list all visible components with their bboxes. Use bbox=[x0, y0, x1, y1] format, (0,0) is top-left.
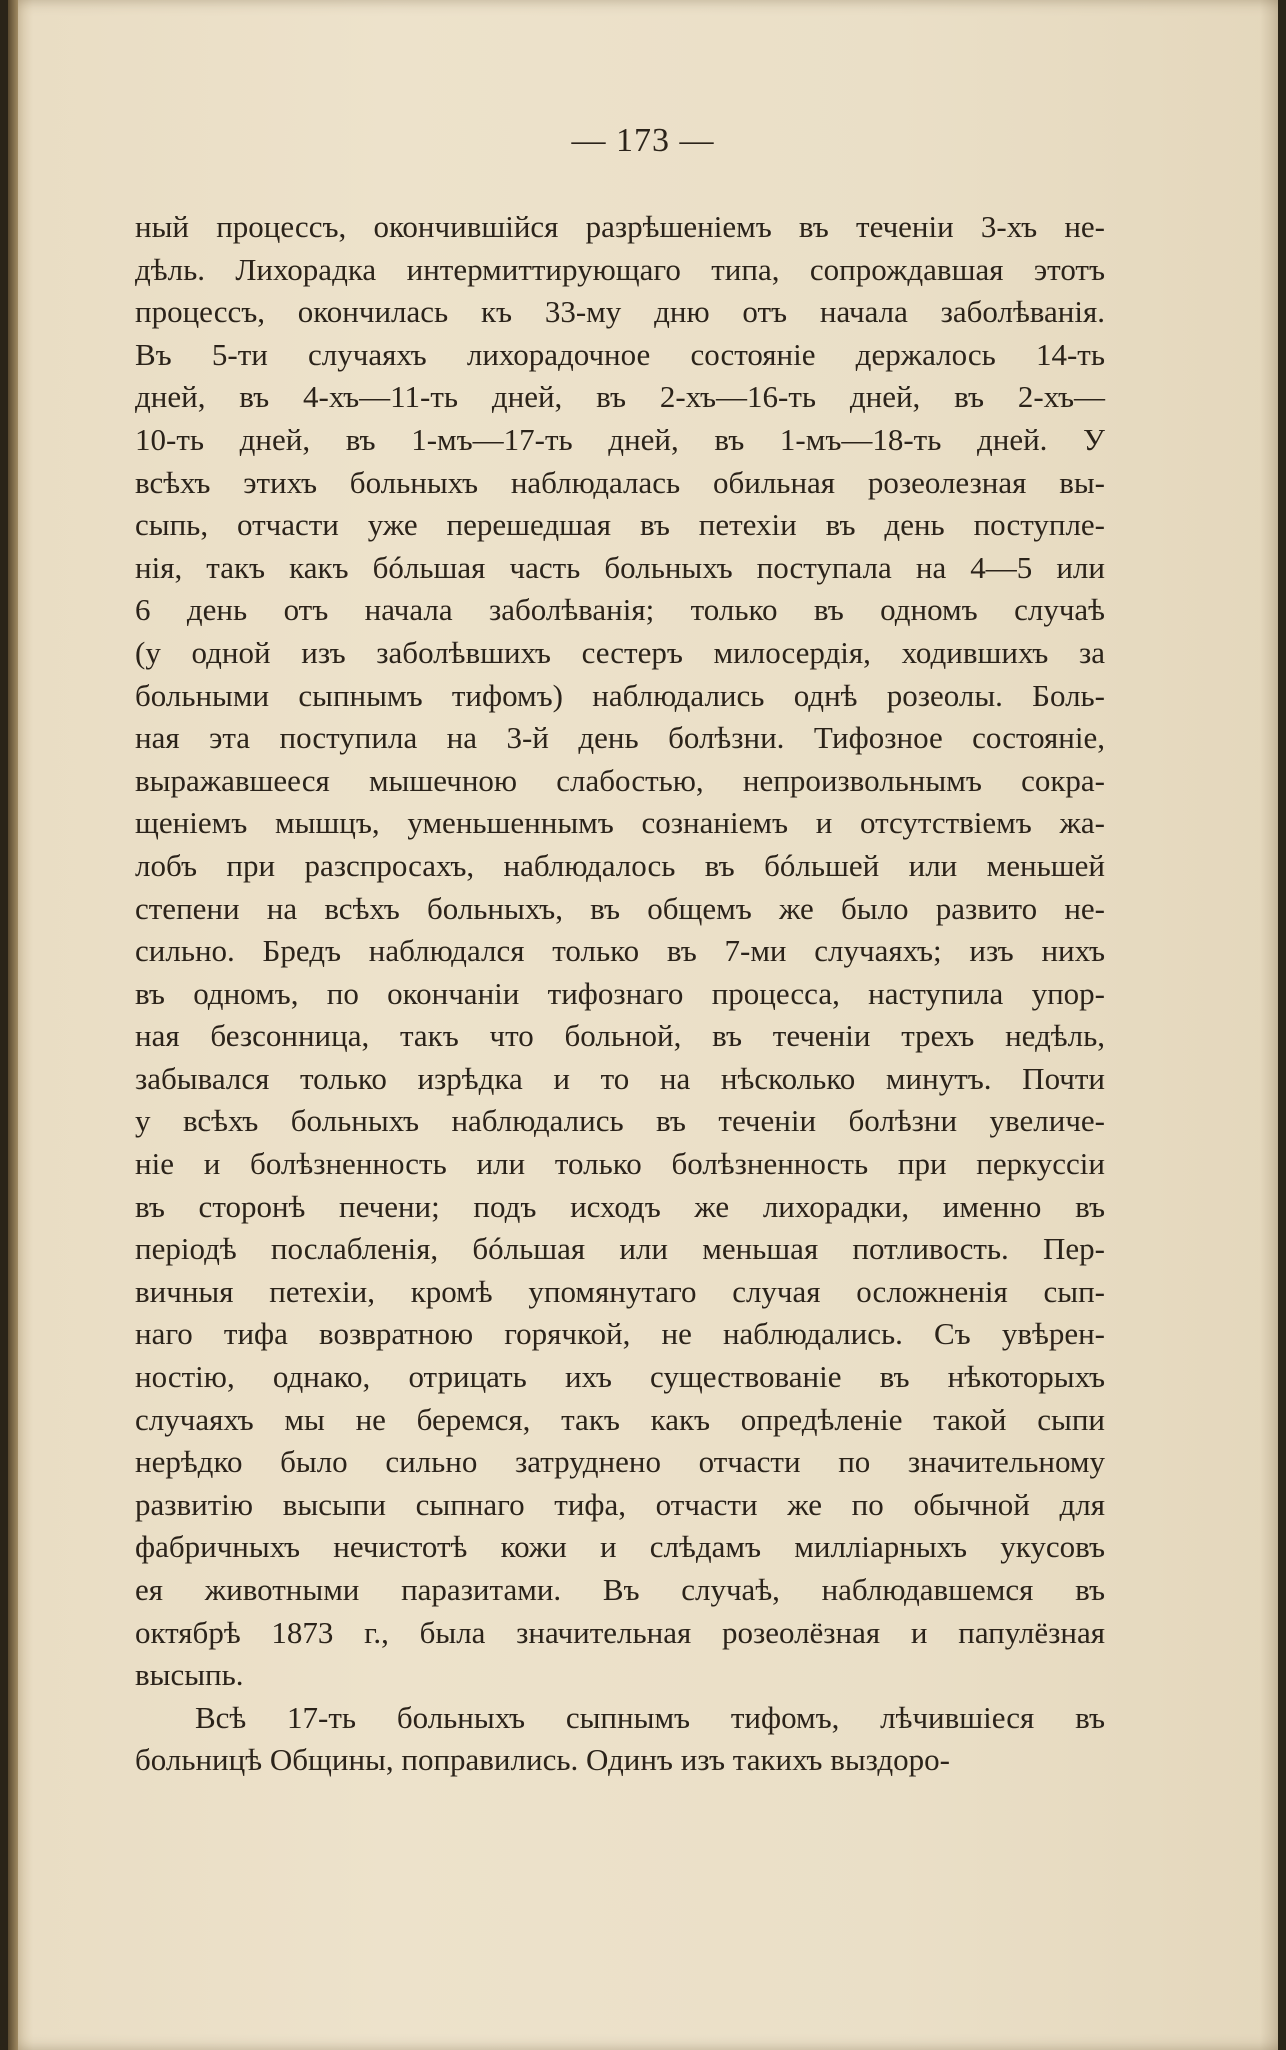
text-line: ная эта поступила на 3-й день болѣзни. Тифозное состояніе, bbox=[135, 720, 1105, 756]
text-line: фабричныхъ нечистотѣ кожи и слѣдамъ милліарныхъ укусовъ bbox=[135, 1529, 1105, 1565]
page-binding-edge bbox=[8, 0, 18, 2050]
page-edge-shadow bbox=[1260, 0, 1278, 2050]
text-line: наго тифа возвратною горячкой, не наблюдались. Съ увѣрен- bbox=[135, 1316, 1105, 1352]
text-line: дѣль. Лихорадка интермиттирующаго типа, сопрождавшая этотъ bbox=[135, 251, 1105, 287]
text-line: нерѣдко было сильно затруднено отчасти по значительному bbox=[135, 1444, 1105, 1480]
text-line: Всѣ 17-ть больныхъ сыпнымъ тифомъ, лѣчившіеся въ bbox=[195, 1699, 1105, 1735]
text-line: 10-ть дней, въ 1-мъ—17-ть дней, въ 1-мъ—18-ть дней. У bbox=[135, 421, 1105, 457]
text-line: степени на всѣхъ больныхъ, въ общемъ же было развито не- bbox=[135, 890, 1105, 926]
text-line: сыпь, отчасти уже перешедшая въ петехіи въ день поступле- bbox=[135, 507, 1105, 543]
text-line: всѣхъ этихъ больныхъ наблюдалась обильная розеолезная вы- bbox=[135, 464, 1105, 500]
body-text bbox=[135, 206, 1105, 1782]
text-line: въ одномъ, по окончаніи тифознаго процесса, наступила упор- bbox=[135, 975, 1105, 1011]
text-line: ея животными паразитами. Въ случаѣ, наблюдавшемся въ bbox=[135, 1572, 1105, 1607]
text-line: нія, такъ какъ бóльшая часть больныхъ поступала на 4—5 или bbox=[135, 549, 1105, 585]
text-line: въ сторонѣ печени; подъ исходъ же лихорадки, именно въ bbox=[135, 1188, 1105, 1224]
text-line: высыпь. bbox=[135, 1657, 244, 1693]
text-line: случаяхъ мы не беремся, такъ какъ опредѣленіе такой сыпи bbox=[135, 1401, 1105, 1437]
text-line: вичныя петехіи, кромѣ упомянутаго случая осложненія сып- bbox=[135, 1273, 1105, 1309]
text-line: 6 день отъ начала заболѣванія; только въ одномъ случаѣ bbox=[135, 592, 1105, 628]
text-line: ный процессъ, окончившійся разрѣшеніемъ въ теченіи 3-хъ не- bbox=[135, 209, 1105, 244]
text-line: Въ 5-ти случаяхъ лихорадочное состояніе держалось 14-ть bbox=[135, 336, 1105, 372]
text-line: забывался только изрѣдка и то на нѣсколько минутъ. Почти bbox=[135, 1060, 1105, 1096]
text-line: ніе и болѣзненность или только болѣзненность при перкуссіи bbox=[135, 1146, 1105, 1182]
text-line: процессъ, окончилась къ 33-му дню отъ начала заболѣванія. bbox=[135, 294, 1105, 330]
text-line: выражавшееся мышечною слабостью, непроизвольнымъ сокра- bbox=[135, 762, 1105, 798]
text-line: дней, въ 4-хъ—11-ть дней, въ 2-хъ—16-ть дней, въ 2-хъ— bbox=[135, 379, 1105, 415]
text-line: октябрѣ 1873 г., была значительная розеолёзная и папулёзная bbox=[135, 1614, 1105, 1650]
text-line: щеніемъ мышцъ, уменьшеннымъ сознаніемъ и отсутствіемъ жа- bbox=[135, 805, 1105, 841]
page-number: — 173 — bbox=[571, 122, 715, 159]
paragraph-1 bbox=[135, 206, 1105, 1697]
text-line: сильно. Бредъ наблюдался только въ 7-ми случаяхъ; изъ нихъ bbox=[135, 933, 1105, 969]
text-line: у всѣхъ больныхъ наблюдались въ теченіи болѣзни увеличе- bbox=[135, 1103, 1105, 1139]
text-line: ная безсонница, такъ что больной, въ теченіи трехъ недѣль, bbox=[135, 1018, 1105, 1054]
text-line: ностію, однако, отрицать ихъ существованіе въ нѣкоторыхъ bbox=[135, 1359, 1105, 1395]
text-line: больницѣ Общины, поправились. Одинъ изъ такихъ выздоро- bbox=[135, 1742, 950, 1778]
paragraph-2 bbox=[135, 1697, 1105, 1782]
text-line: періодѣ послабленія, бóльшая или меньшая потливость. Пер- bbox=[135, 1231, 1105, 1267]
text-line: лобъ при разспросахъ, наблюдалось въ бóльшей или меньшей bbox=[135, 847, 1105, 883]
text-line: развитію высыпи сыпнаго тифа, отчасти же по обычной для bbox=[135, 1486, 1105, 1522]
text-line: (у одной изъ заболѣвшихъ сестеръ милосердія, ходившихъ за bbox=[135, 634, 1105, 670]
text-line: больными сыпнымъ тифомъ) наблюдались однѣ розеолы. Боль- bbox=[135, 677, 1105, 713]
